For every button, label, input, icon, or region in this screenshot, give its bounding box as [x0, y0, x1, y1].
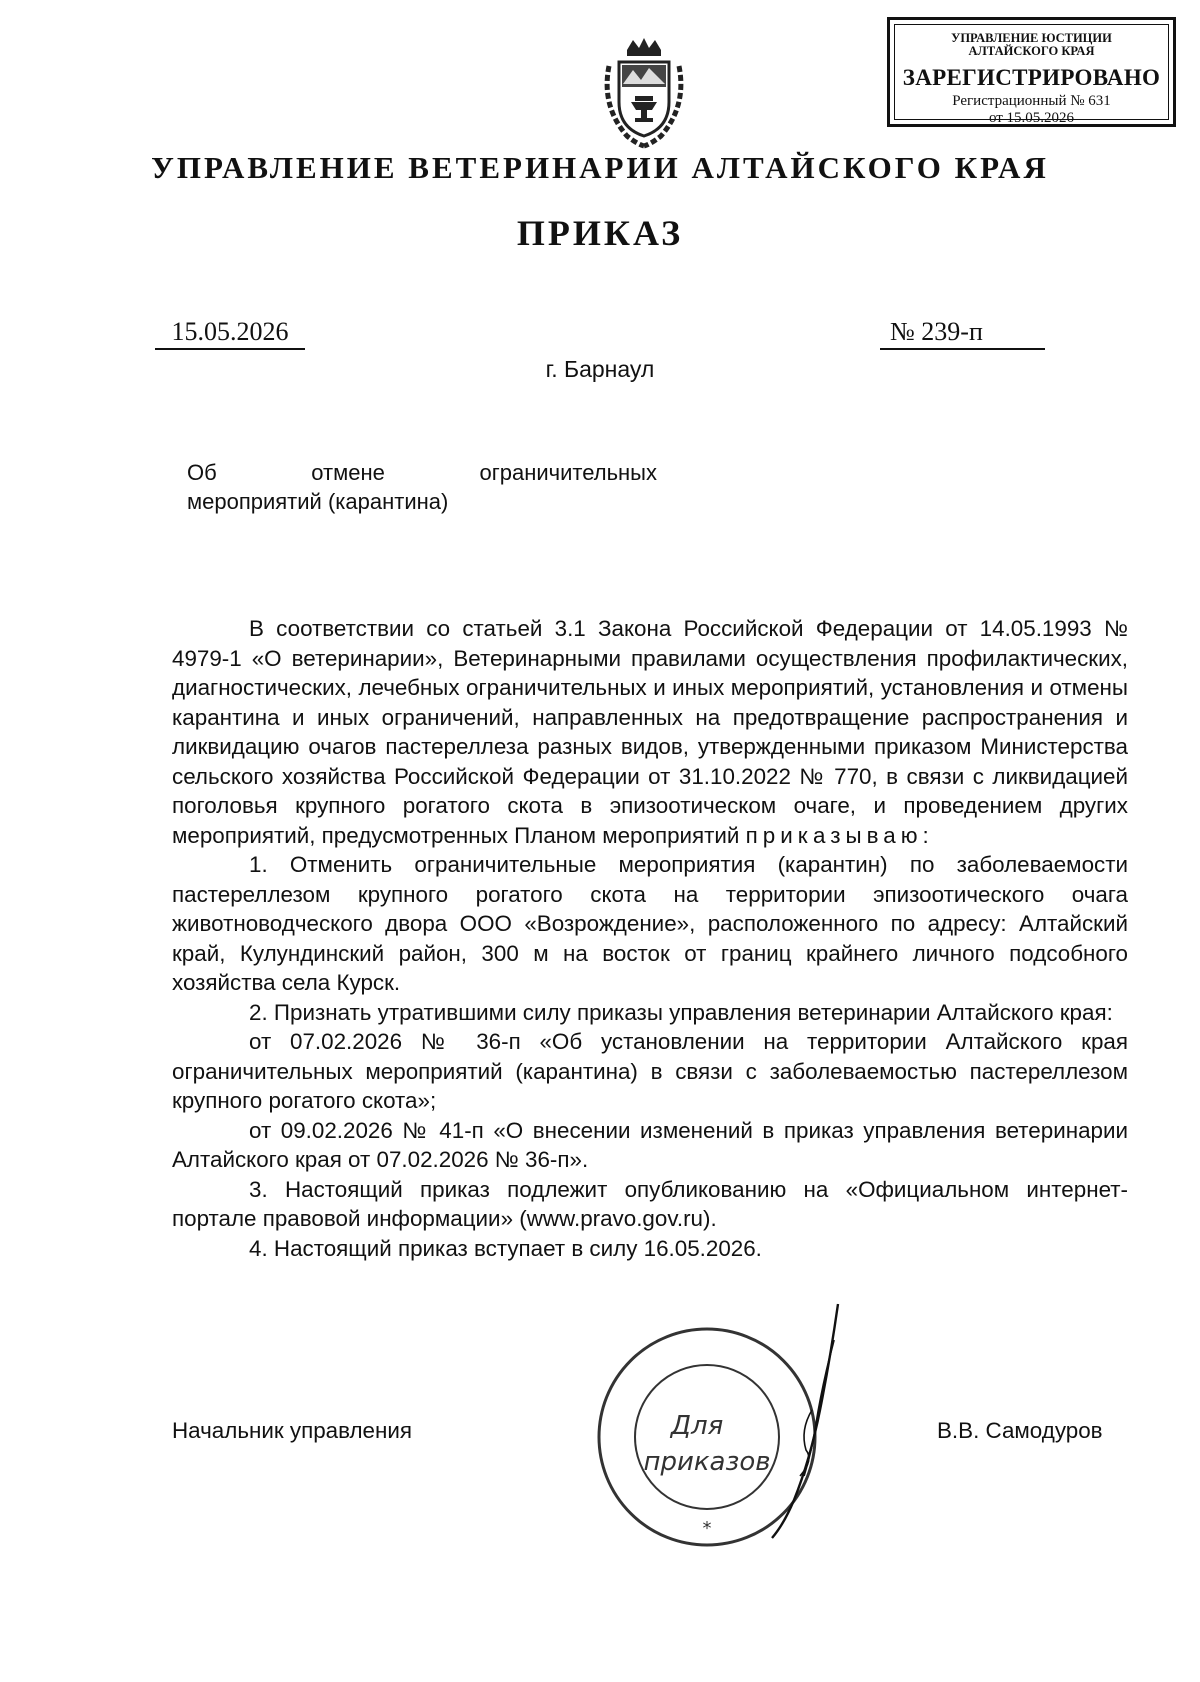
- order-item: 4. Настоящий приказ вступает в силу 16.05.2026.: [249, 1235, 762, 1261]
- registration-date: от 15.05.2026: [988, 110, 1075, 126]
- organization-name: УПРАВЛЕНИЕ ВЕТЕРИНАРИИ АЛТАЙСКОГО КРАЯ: [151, 150, 1049, 185]
- subject-line-2: мероприятий (карантина): [187, 489, 449, 514]
- seal-center-line2: приказов: [643, 1447, 771, 1477]
- document-type: ПРИКАЗ: [516, 213, 684, 253]
- registration-authority-line2: АЛТАЙСКОГО КРАЯ: [968, 44, 1095, 58]
- registration-number: Регистрационный № 631: [952, 93, 1111, 109]
- coat-of-arms-emblem-icon: [597, 36, 691, 150]
- preamble-paragraph: [172, 614, 1128, 850]
- document-subject: [187, 458, 657, 516]
- document-body: [172, 614, 1128, 1263]
- document-date: 15.05.2026: [155, 316, 305, 350]
- registration-status: ЗАРЕГИСТРИРОВАНО: [902, 65, 1161, 90]
- order-item: от 09.02.2026 № 41-п «О внесении изменений в приказ управления ветеринарии Алтайского края от 07.02.2026 № 36-п».: [172, 1117, 1128, 1172]
- order-item: от 07.02.2026 № 36-п «Об установлении на территории Алтайского края ограничительных мероприятий (карантина) в связи с заболеваемостью пастереллезом крупного рогатого скота»;: [172, 1029, 1128, 1113]
- preamble-text: В соответствии со статьей 3.1 Закона Российской Федерации от 14.05.1993 № 4979-1 «О ветеринарии», Ветеринарными правилами осуществления профилактических, диагностических, лечебных ограничительных и иных мероприятий, установления и отмены карантина и иных ограничений, направленных на предотвращение распространения и ликвидацию очагов пастереллеза разных видов, утвержденными приказом Министерства сельского хозяйства Российской Федерации от 31.10.2022 № 770, в связи с ликвидацией поголовья крупного рогатого скота в эпизоотическом очаге, и проведением других мероприятий, предусмотренных Планом мероприятий: [172, 616, 1128, 848]
- subject-line-1: Об отмене ограничительных: [187, 460, 657, 485]
- document-number: № 239-п: [880, 316, 1045, 350]
- registration-stamp-inner-frame: [894, 24, 1169, 126]
- signatory-name: В.В. Самодуров: [937, 1418, 1103, 1443]
- seal-star: *: [702, 1518, 712, 1539]
- order-item: 1. Отменить ограничительные мероприятия (карантин) по заболеваемости пастереллезом крупного рогатого скота на территории эпизоотического очага животноводческого двора ООО «Возрождение», расположенного по адресу: Алтайский край, Кулундинский район, 300 м на восток от границ крайнего личного подсобного хозяйства села Курск.: [172, 852, 1128, 995]
- registration-authority-line1: УПРАВЛЕНИЕ ЮСТИЦИИ: [951, 31, 1112, 45]
- order-word: приказываю:: [745, 822, 934, 848]
- registration-stamp: [887, 17, 1176, 127]
- seal-center-line1: Для: [670, 1411, 724, 1441]
- order-item: 2. Признать утратившими силу приказы управления ветеринарии Алтайского края:: [249, 999, 1113, 1025]
- signatory-title: Начальник управления: [172, 1418, 412, 1443]
- order-item: 3. Настоящий приказ подлежит опубликованию на «Официальном интернет-портале правовой информации» (www.pravo.gov.ru).: [172, 1176, 1128, 1231]
- document-city: г. Барнаул: [545, 356, 655, 382]
- handwritten-signature-icon: [760, 1300, 850, 1560]
